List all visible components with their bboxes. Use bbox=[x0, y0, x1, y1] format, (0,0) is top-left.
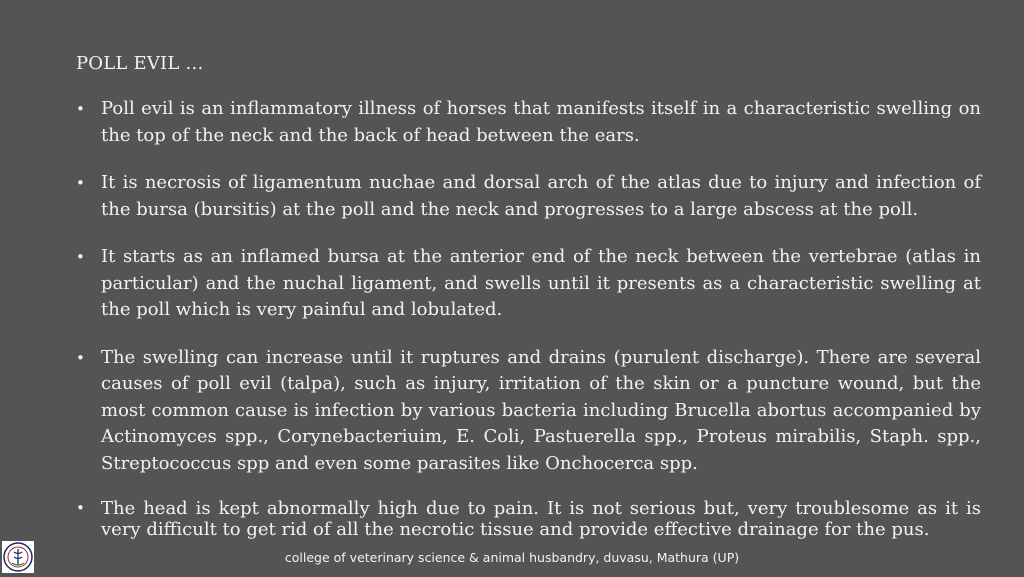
bullet-text: Poll evil is an inflammatory illness of horses that manifests itself in a characteristic swelling on the top of the neck and the back of head between the ears. bbox=[101, 98, 981, 146]
bullet-marker: • bbox=[76, 499, 85, 517]
slide-footer: college of veterinary science & animal husbandry, duvasu, Mathura (UP) bbox=[284, 550, 740, 565]
bullet-item bbox=[76, 345, 981, 478]
bullet-item bbox=[76, 96, 981, 149]
bullet-text: It is necrosis of ligamentum nuchae and dorsal arch of the atlas due to injury and infection of the bursa (bursitis) at the poll and the neck and progresses to a large abscess at the poll. bbox=[101, 172, 981, 220]
bullet-item bbox=[76, 170, 981, 223]
bullet-marker: • bbox=[76, 248, 85, 266]
bullet-text: It starts as an inflamed bursa at the anterior end of the neck between the vertebrae (atlas in particular) and the nuchal ligament, and swells until it presents as a characteristic swelling at the poll which is very painful and lobulated. bbox=[101, 246, 981, 320]
bullet-marker: • bbox=[76, 174, 85, 192]
bullet-text: The swelling can increase until it ruptures and drains (purulent discharge). There are several causes of poll evil (talpa), such as injury, irritation of the skin or a puncture wound, but the most common cause is infection by various bacteria including Brucella abortus accompanied by Actinomyces spp., Corynebacteriuim, E. Coli, Pastuerella spp., Proteus mirabilis, Staph. spp., Streptococcus spp and even some parasites like Onchocerca spp. bbox=[101, 346, 981, 474]
bullet-item bbox=[76, 244, 981, 324]
bullet-marker: • bbox=[76, 348, 85, 367]
slide-title: POLL EVIL … bbox=[76, 53, 204, 74]
bullet-text: The head is kept abnormally high due to pain. It is not serious but, very troublesome as it is very difficult to get rid of all the necrotic tissue and provide effective drainage for the pus. bbox=[101, 498, 981, 540]
bullet-marker: • bbox=[76, 100, 85, 118]
bullet-item bbox=[76, 498, 981, 540]
bullet-list bbox=[76, 96, 981, 561]
